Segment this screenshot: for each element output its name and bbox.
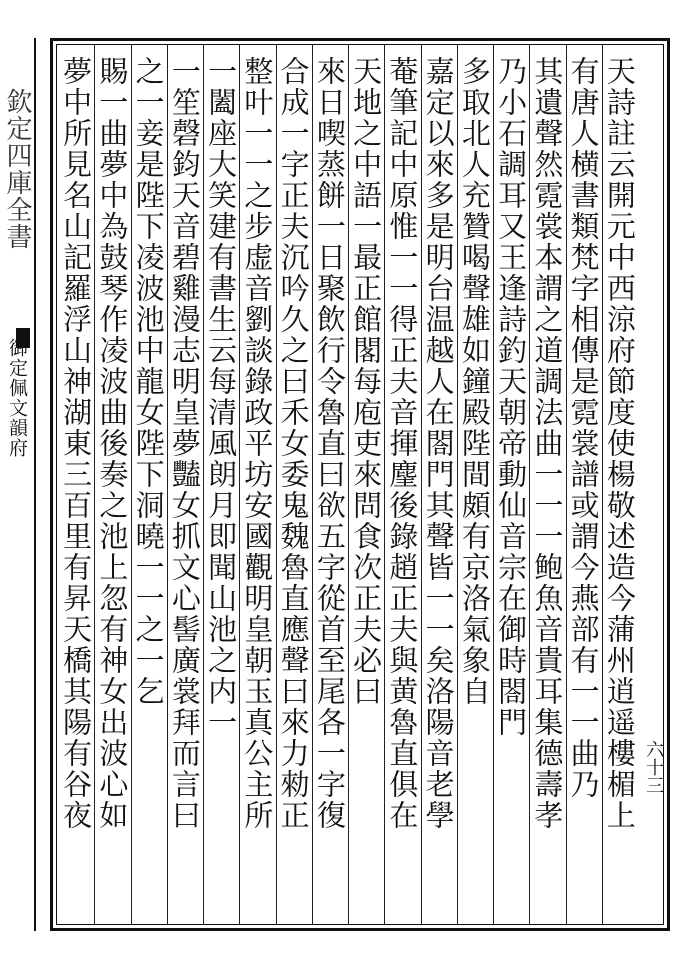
folio-number: 六十三 [643, 740, 664, 794]
text-column: 嘉定以來多是明台温越人在閤門其聲皆一一矣洛陽音老學 [421, 56, 456, 831]
text-column: 賜一曲夢中為鼓琴作凌波曲後奏之池上忽有神女出波心如 [95, 56, 130, 831]
text-column: 合成一字正夫沉吟久之曰禾女委鬼魏魯直應聲曰來力勑正 [276, 56, 311, 831]
text-column: 菴筆記中原惟一一得正夫音揮麈後錄趙正夫與黄魯直俱在 [385, 56, 420, 831]
text-column: 乃小石調耳又王逢詩釣天朝帝動仙音宗在御時閤門 [494, 56, 529, 738]
text-column: 來日喫蒸餅一日聚飲行令魯直曰欲五字從首至尾各一字復 [312, 56, 347, 831]
book-title: 御定佩文韻府 [6, 338, 28, 458]
text-column: 天詩註云開元中西涼府節度使楊敬述造今蒲州逍遥樓楣上 [602, 56, 637, 831]
text-column: 一笙磬鈞天音碧雞漫志明皇夢豔女抓文心髻廣裳拜而言曰 [167, 56, 202, 831]
edge-collection-title: 欽定四庫全書 [2, 88, 32, 250]
text-column: 之一妾是陛下凌波池中龍女陛下洞曉一一之一乞 [131, 56, 166, 707]
book-edge-margin [0, 38, 36, 931]
text-column: 夢中所見名山記羅浮山神湖東三百里有昇天橋其陽有谷夜 [59, 56, 94, 831]
text-column: 整叶一一之步虚音劉談錄政平坊安國觀明皇朝玉真公主所 [240, 56, 275, 831]
text-column: 其遺聲然霓裳本謂之道調法曲一一一鲍魚音貴耳集德壽孝 [530, 56, 565, 831]
text-column: 一闔座大笑建有書生云每清風朗月即聞山池之内一 [204, 56, 239, 738]
text-column: 天地之中語一最正館閣每庖吏來問食次正夫必曰 [349, 56, 384, 707]
text-column: 有唐人横書類梵字相傳是霓裳譜或謂今燕部有一一曲乃 [566, 56, 601, 800]
text-column: 多取北人充贊喝聲雄如鐘殿陛間頗有京洛氣象自 [457, 56, 492, 707]
